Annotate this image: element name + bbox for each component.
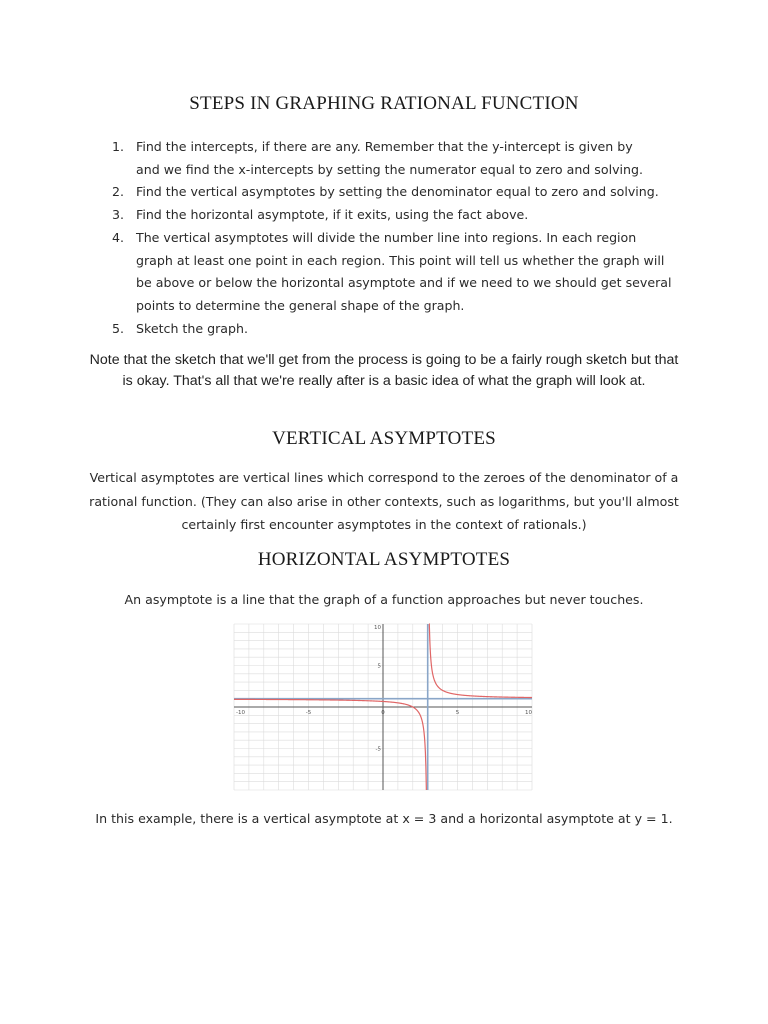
vertical-asymptotes-heading: VERTICAL ASYMPTOTES [272, 428, 496, 449]
list-item [112, 204, 682, 227]
step-number: 5. [112, 320, 125, 336]
y-tick-label: -5 [375, 746, 381, 753]
step-line: points to determine the general shape of the graph. [136, 297, 465, 313]
x-tick-label: 0 [381, 710, 385, 716]
y-tick-label: 5 [377, 663, 381, 670]
step-line: be above or below the horizontal asymptote and if we need to we should get several [136, 275, 672, 291]
steps-list [112, 136, 682, 340]
step-number: 4. [112, 229, 125, 245]
step-number: 1. [112, 139, 125, 154]
x-tick-label: -5 [305, 710, 312, 716]
vertical-asymptotes-text: Vertical asymptotes are vertical lines which correspond to the zeroes of the denominator of a rational function. (They can also arise in other contexts, such as logarithms, but you'll almost certainly first encounter asymptotes in the context of rationals.) [89, 470, 679, 532]
step-number: 2. [112, 184, 125, 200]
asymptote-graph [230, 622, 538, 792]
list-item [112, 181, 682, 204]
horizontal-asymptotes-heading: HORIZONTAL ASYMPTOTES [257, 549, 511, 570]
step-line: graph at least one point in each region. This point will tell us whether the graph will [136, 252, 665, 268]
step-line: The vertical asymptotes will divide the number line into regions. In each region [136, 229, 637, 245]
step-line: Find the horizontal asymptote, if it exits, using the fact above. [136, 207, 529, 223]
y-tick-label: 10 [374, 625, 381, 631]
x-tick-label: 5 [455, 710, 460, 716]
x-tick-label: -10 [236, 710, 245, 716]
step-line: Find the intercepts, if there are any. Remember that the y-intercept is given by [136, 139, 633, 154]
list-item [112, 227, 682, 318]
graph-caption: In this example, there is a vertical asymptote at x = 3 and a horizontal asymptote at y = 1. [95, 811, 673, 826]
step-line: Sketch the graph. [136, 320, 248, 336]
list-item [112, 318, 682, 341]
x-tick-label: 10 [525, 710, 532, 716]
page-title: STEPS IN GRAPHING RATIONAL FUNCTION [189, 93, 579, 114]
step-line: Find the vertical asymptotes by setting the denominator equal to zero and solving. [136, 184, 659, 200]
list-item [112, 136, 682, 181]
step-number: 3. [112, 207, 125, 223]
note-paragraph: Note that the sketch that we'll get from the process is going to be a fairly rough sketch but that is okay. That's all that we're really after is a basic idea of what the graph will look at. [89, 352, 679, 389]
step-line: and we find the x-intercepts by setting the numerator equal to zero and solving. [136, 161, 643, 177]
horizontal-asymptotes-text: An asymptote is a line that the graph of a function approaches but never touches. [124, 592, 644, 607]
